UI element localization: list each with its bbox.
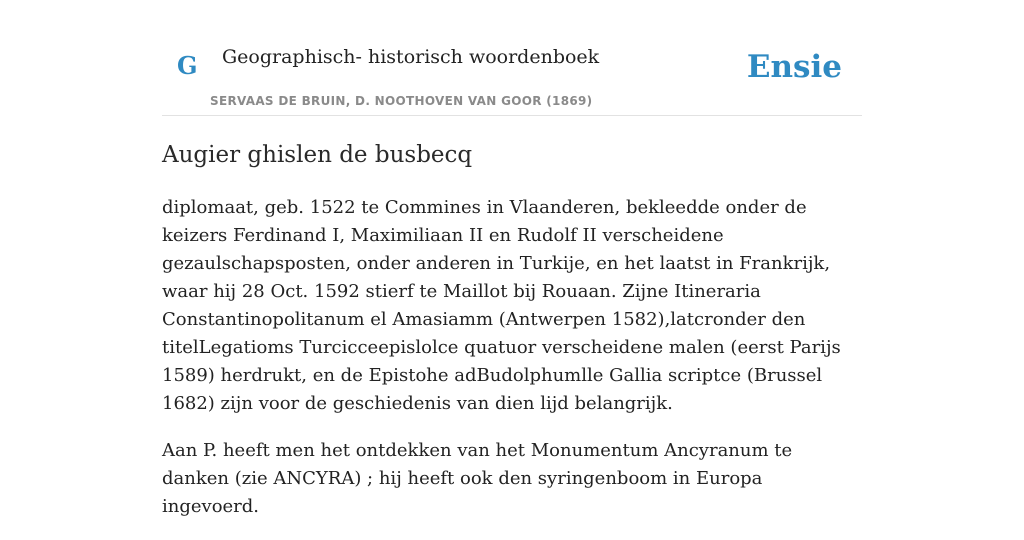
entry-paragraph: Aan P. heeft men het ontdekken van het Monumentum Ancyranum te danken (zie ANCYRA) ; hij heeft ook den syringenboom in Europa ingevoerd.	[162, 439, 793, 517]
book-authors: SERVAAS DE BRUIN, D. NOOTHOVEN VAN GOOR (1869)	[210, 94, 593, 108]
article-page	[162, 0, 862, 540]
entry-paragraph: diplomaat, geb. 1522 te Commines in Vlaanderen, bekleedde onder de keizers Ferdinand I, Maximiliaan II en Rudolf II verscheidene gezaulschapsposten, onder anderen in Turkije, en het laatst in Frankrijk, waar hij 28 Oct. 1592 stierf te Maillot bij Rouaan. Zijne Itineraria Constantinopolitanum el Amasiamm (Antwerpen 1582),latcronder den titelLegatioms Turcicceepislolce quatuor verscheidene malen (eerst Parijs 1589) herdrukt, en de Epistohe adBudolphumlle Gallia scriptce (Brussel 1682) zijn voor de geschiedenis van dien lijd belangrijk.	[162, 196, 841, 414]
book-title[interactable]: Geographisch- historisch woordenboek	[222, 46, 600, 68]
entry-title: Augier ghislen de busbecq	[162, 142, 473, 168]
book-header	[162, 0, 862, 116]
entry-body	[162, 194, 862, 521]
book-logo[interactable]: G	[177, 51, 198, 80]
ensie-logo-link[interactable]: Ensie	[746, 49, 842, 85]
